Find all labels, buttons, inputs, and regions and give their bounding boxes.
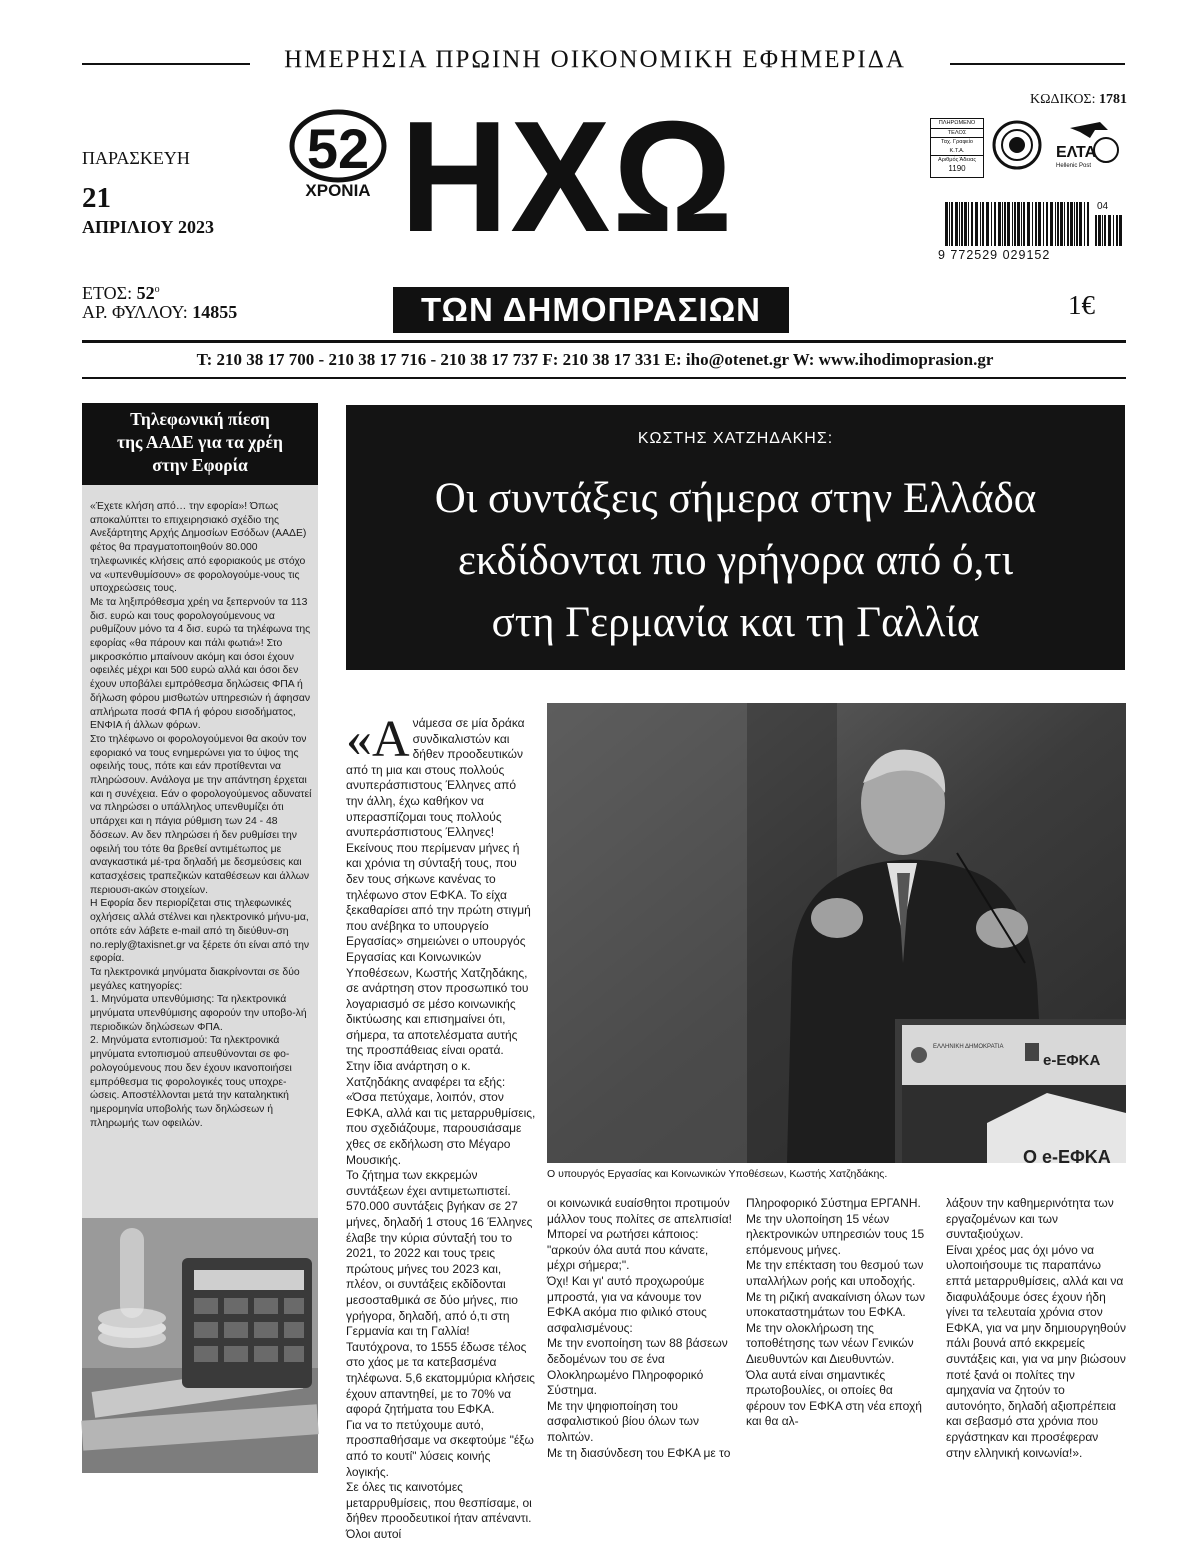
article-column-1 — [346, 711, 536, 1541]
product-code — [1030, 92, 1127, 108]
stamp-line: 1190 — [948, 163, 966, 173]
article-paragraph: Όχι! Και γι' αυτό προχωρούμε μπροστά, για να κάνουμε τον ΕΦΚΑ ακόμα πιο φιλικό στους ασφαλισμένους: — [547, 1273, 707, 1335]
stamp-line: Κ.Τ.Α. — [931, 147, 983, 157]
article-paragraph: Με την ενοποίηση των 88 βάσεων δεδομένων του σε ένα Ολοκληρωμένο Πληροφορικό Σύστημα. — [547, 1336, 728, 1398]
sidebar-title — [82, 408, 318, 477]
barcode-number: 9 772529 029152 — [938, 248, 1051, 262]
article-column-4 — [946, 1196, 1126, 1476]
barcode-bars — [944, 202, 1092, 246]
masthead-title: ΗΧΩ — [400, 89, 735, 265]
article-paragraph: «Όσα πετύχαμε, λοιπόν, στον ΕΦΚΑ, αλλά και τις μεταρρυθμίσεις, που σχεδιάζουμε, παρουσιάσαμε χθες σε εκδήλωση στο Μέγαρο Μουσικής. — [346, 1090, 536, 1167]
sidebar-title-line: της ΑΑΔΕ για τα χρέη — [117, 432, 283, 452]
article-paragraph: λάξουν την καθημερινότητα των εργαζομένων και των συνταξιούχων. — [946, 1196, 1114, 1242]
contact-line: T: 210 38 17 700 - 210 38 17 716 - 210 38 17 737 F: 210 38 17 331 E: iho@otenet.gr W: www.ihodimoprasion.gr — [196, 350, 994, 369]
issue-date-number: 21 — [82, 182, 111, 214]
article-paragraph: Με τη ριζική ανακαίνιση όλων των υποκαταστημάτων του ΕΦΚΑ. — [746, 1289, 925, 1320]
screen-brand-text: Ο e-ΕΦΚΑ — [1023, 1147, 1111, 1167]
headline-kicker: ΚΩΣΤΗΣ ΧΑΤΖΗΔΑΚΗΣ: — [637, 430, 834, 447]
article-paragraph: Σε όλες τις καινοτόμες μεταρρυθμίσεις, που θεσπίσαμε, οι δήθεν προοδευτικοί ήταν απέναντι. Όλοι αυτοί — [346, 1480, 532, 1541]
sidebar-body — [90, 500, 312, 1130]
article-paragraph: νάμεσα σε μία δράκα συνδικαλιστών και δήθεν προοδευτικών από τη μια και στους πολλούς ανυπεράσπιστους Έλληνες από την άλλη, έχω καθήκον να υπερασπίζομαι τους πολλούς ανυπεράσπιστους Έλληνες! Εκείνους που περίμεναν μήνες ή και χρόνια τη σύνταξή τους, που δεν τους σήκωνε κανένας το τηλέφωνο στον ΕΦΚΑ. Το είχα ξεκαθαρίσει από την πρώτη στιγμή που ανέβηκα το υπουργείο Εργασίας» σημειώνει ο υπουργός Εργασίας και Κοινωνικών Υποθέσεων, Κωστής Χατζηδάκης, σε ανάρτηση στον προσωπικό του λογαριασμό σε μέσο κοινωνικής δικτύωσης και επισημαίνει ότι, σήμερα, τα αποτελέσματα αυτής της προσπάθειας είναι ορατά. — [346, 716, 531, 1058]
contact-rule-bottom — [82, 377, 1126, 379]
contact-rule-top — [82, 340, 1126, 343]
sidebar-paragraph: Η Εφορία δεν περιορίζεται στις τηλεφωνικές οχλήσεις αλλά στέλνει και ηλεκτρονικό μήνυ-μα, οπότε εάν λάβετε e-mail από τη διεύθυν-ση no.reply@taxisnet.gr να ξέρετε ότι είναι από την εφορία. — [90, 898, 310, 965]
price: 1€ — [1068, 290, 1095, 320]
sidebar-paragraph: Τα ηλεκτρονικά μηνύματα διακρίνονται σε δύο μεγάλες κατηγορίες: — [90, 966, 300, 992]
main-headline — [346, 468, 1125, 654]
podium-brand-text: e-ΕΦΚΑ — [1043, 1052, 1101, 1069]
sidebar-illustration-calculator-euros — [82, 1218, 318, 1473]
article-paragraph: Πληροφορικό Σύστημα ΕΡΓΑΝΗ. — [746, 1196, 921, 1210]
headline-line: Οι συντάξεις σήμερα στην Ελλάδα — [434, 475, 1037, 522]
sidebar-title-line: Τηλεφωνική πίεση — [130, 409, 270, 429]
stamp-line: Ταχ. Γραφείο — [940, 139, 974, 146]
stamp-line: ΤΕΛΟΣ — [931, 129, 983, 139]
barcode-addon-number: 04 — [1097, 201, 1109, 212]
article-paragraph: Με την ολοκλήρωση της τοποθέτησης των νέων Γενικών Διευθυντών και Διευθυντών. — [746, 1320, 914, 1366]
photo-caption: Ο υπουργός Εργασίας και Κοινωνικών Υποθέσεων, Κωστής Χατζηδάκης. — [547, 1168, 888, 1180]
article-paragraph: Στην ίδια ανάρτηση ο κ. Χατζηδάκης αναφέρει τα εξής: — [346, 1059, 506, 1089]
stamp-line: ΠΛΗΡΩΜΕΝΟ — [931, 119, 983, 129]
masthead-subtitle: ΤΩΝ ΔΗΜΟΠΡΑΣΙΩΝ — [393, 287, 789, 333]
issue-year-sup: ο — [154, 284, 160, 295]
sidebar-paragraph: Με τα ληξιπρόθεσμα χρέη να ξεπερνούν τα 113 δισ. ευρώ και τους φορολογούμενους να ρυθμίζουν μόνο τα 4 δισ. ευρώ τα τηλέφωνα της εφορίας «θα πάρουν και πάλι φωτιά»! Στο μικροσκόπιο μπαίνουν ακόμη και όσοι έχουν οφειλές μέχρι και 500 ευρώ αλλά και όσοι δεν έχουν υποβάλει εμπρόθεσμα δηλώσεις ΦΠΑ ή δήλωση φόρου μισθωτών υπηρεσιών ή άφησαν απλήρωτα ποσά ΦΠΑ ή φόρου εισοδήματος, ΕΝΦΙΑ ή άλλων φόρων. — [90, 596, 311, 732]
article-paragraph: Το ζήτημα των εκκρεμών συντάξεων έχει αντιμετωπιστεί. 570.000 συντάξεις βγήκαν σε 27 μήνες, δηλαδή 1 στους 16 Έλληνες έλαβε την κύρια σύνταξή του το 2021, το 2022 και τους τρεις πρώτους μήνες του 2023 και, πλέον, οι συντάξεις εκδίδονται μεσοσταθμικά σε δύο μήνες, πιο γρήγορα, δηλαδή, από ό,τι στη Γερμανία και τη Γαλλία! Ταυτόχρονα, το 1555 έδωσε τέλος στο χάος με τα κατεβασμένα τηλέφωνα. 5,6 εκατομμύρια κλήσεις έχουν απαντηθεί, με το 70% να αφορά ζητήματα του ΕΦΚΑ. — [346, 1168, 535, 1417]
badge-text: ΧΡΟΝΙΑ — [305, 181, 371, 200]
article-photo-minister-speaking — [547, 703, 1126, 1167]
issue-year — [82, 283, 160, 304]
sidebar-title-line: στην Εφορία — [152, 455, 248, 475]
sidebar-paragraph: Στο τηλέφωνο οι φορολογούμενοι θα ακούν τον εφοριακό να τους ενημερώνει για το ύψος της οφειλής τους, πότε και εάν προτίθενται να πληρώσουν. Ανάλογα με την απάντηση έρχεται και η συνέχεια. Εάν ο φορολογούμενος αδυνατεί να πληρώσει ο υπάλληλος υπενθυμίζει ότι υπάρχει και η πάγια ρύθμιση των 24 - 48 δόσεων. Αν δεν πληρώσει ή δεν ρυθμίσει την οφειλή του τότε θα βρεθεί αντιμέτωπος με αναγκαστικά μέ-τρα δηλαδή με δεσμεύσεις και κατασχέσεις τραπεζικών καταθέσεων και άλλων περιουσι-ακών στοιχείων. — [90, 733, 312, 896]
anniversary-badge-graphic — [288, 110, 388, 198]
stamp-line: Αριθμός Άδειας — [937, 157, 977, 164]
sidebar-paragraph: 1. Μηνύματα υπενθύμισης: Τα ηλεκτρονικά μηνύματα υπενθύμισης αφορούν την υποβο-λή περιοδικών δηλώσεων ΦΠΑ. — [90, 994, 307, 1033]
headline-line: εκδίδονται πιο γρήγορα από ό,τι — [457, 537, 1014, 584]
article-paragraph: Με την ψηφιοποίηση του ασφαλιστικού βίου όλων των πολιτών. — [547, 1398, 700, 1444]
elta-sub: Hellenic Post — [1056, 163, 1092, 169]
product-code-label: ΚΩΔΙΚΟΣ: — [1030, 92, 1096, 107]
postage-paid-stamp — [930, 118, 984, 178]
product-code-value: 1781 — [1098, 92, 1127, 107]
issue-number-value: 14855 — [192, 302, 238, 322]
article-paragraph: οι κοινωνικά ευαίσθητοι προτιμούν μάλλον τους πολίτες σε απελπισία! — [547, 1196, 732, 1226]
article-paragraph: Όλα αυτά είναι σημαντικές πρωτοβουλίες, οι οποίες θα φέρουν τον ΕΦΚΑ στη νέα εποχή και θα αλ- — [746, 1367, 922, 1429]
article-paragraph: Είναι χρέος μας όχι μόνο να υλοποιήσουμε τις παραπάνω επτά μεταρρυθμίσεις, αλλά και να διαφυλάξουμε όσες έχουν ήδη γίνει τα τελευταία χρόνια στον ΕΦΚΑ, για να μην δημιουργηθούν πάλι βουνά από εκκρεμείς συντάξεις και, για να μην βιώσουν ποτέ ξανά οι πολίτες την αμηχανία να ζητούν το αυτονόητο, δηλαδή αξιοπρέπεια και σεβασμό στα χρόνια που εργάστηκαν και προσέφεραν στην ελληνική κοινωνία!». — [946, 1242, 1126, 1460]
issue-year-label: ΕΤΟΣ: — [82, 283, 133, 303]
article-paragraph: Με την επέκταση του θεσμού των υπαλλήλων ροής και υποδοχής. — [746, 1258, 924, 1288]
sidebar-paragraph: «Έχετε κλήση από… την εφορία»! Όπως αποκαλύπτει το επιχειρησιακό σχέδιο της Ανεξάρτητης Αρχής Δημοσίων Εσόδων (ΑΑΔΕ) φέτος θα πραγματοποιηθούν 80.000 τηλεφωνικές κλήσεις από εφοριακούς με στόχο να «υπενθυμίσουν» σε φορολογούμε-νους τις υποχρεώσεις τους. — [90, 501, 307, 595]
barcode — [944, 202, 1092, 246]
article-column-3 — [746, 1196, 931, 1476]
badge-number: 52 — [306, 117, 370, 180]
article-paragraph: Μπορεί να ρωτήσει κάποιος: "αρκούν όλα αυτά που κάνατε, μέχρι σήμερα;". — [547, 1227, 709, 1273]
postal-seal-icon — [992, 120, 1042, 170]
elta-logo — [1050, 118, 1125, 176]
podium-ministry-text: ΕΛΛΗΝΙΚΗ ΔΗΜΟΚΡΑΤΙΑ — [933, 1044, 1004, 1050]
issue-day: ΠΑΡΑΣΚΕΥΗ — [82, 148, 190, 168]
barcode-addon — [1094, 215, 1124, 246]
article-paragraph: Με την υλοποίηση 15 νέων ηλεκτρονικών υπηρεσιών τους 15 επόμενους μήνες. — [746, 1211, 925, 1257]
article-column-2 — [547, 1196, 732, 1476]
article-paragraph: Για να το πετύχουμε αυτό, προσπαθήσαμε να σκεφτούμε "έξω από το κουτί" λύσεις κοινής λογικής. — [346, 1417, 534, 1479]
elta-label: ΕΛΤΑ — [1056, 144, 1097, 161]
anniversary-badge — [288, 110, 388, 198]
article-dropcap: «Α — [346, 711, 410, 768]
issue-year-value: 52 — [136, 283, 155, 303]
paper-tagline: ΗΜΕΡΗΣΙΑ ΠΡΩΙΝΗ ΟΙΚΟΝΟΜΙΚΗ ΕΦΗΜΕΡΙΔΑ — [284, 46, 906, 73]
issue-date-month-year: ΑΠΡΙΛΙΟΥ 2023 — [82, 217, 214, 237]
article-paragraph: Με τη διασύνδεση του ΕΦΚΑ με το — [547, 1445, 731, 1460]
sidebar-paragraph: 2. Μηνύματα εντοπισμού: Τα ηλεκτρονικά μηνύματα εντοπισμού απευθύνονται σε φο-ρολογούμενους που δεν έχουν ικανοποιήσει εμπρόθεσμα τις φορολογικές τους υποχρε-ώσεις. Αποστέλλονται μετά την καταληκτική ημερομηνία υποβολής των δηλώσεων ή πληρωμής των οφειλών. — [90, 1035, 292, 1129]
barcode-addon-bars — [1094, 215, 1124, 246]
issue-number — [82, 302, 237, 323]
issue-number-label: ΑΡ. ΦΥΛΛΟΥ: — [82, 302, 188, 322]
headline-line: στη Γερμανία και τη Γαλλία — [491, 599, 980, 646]
